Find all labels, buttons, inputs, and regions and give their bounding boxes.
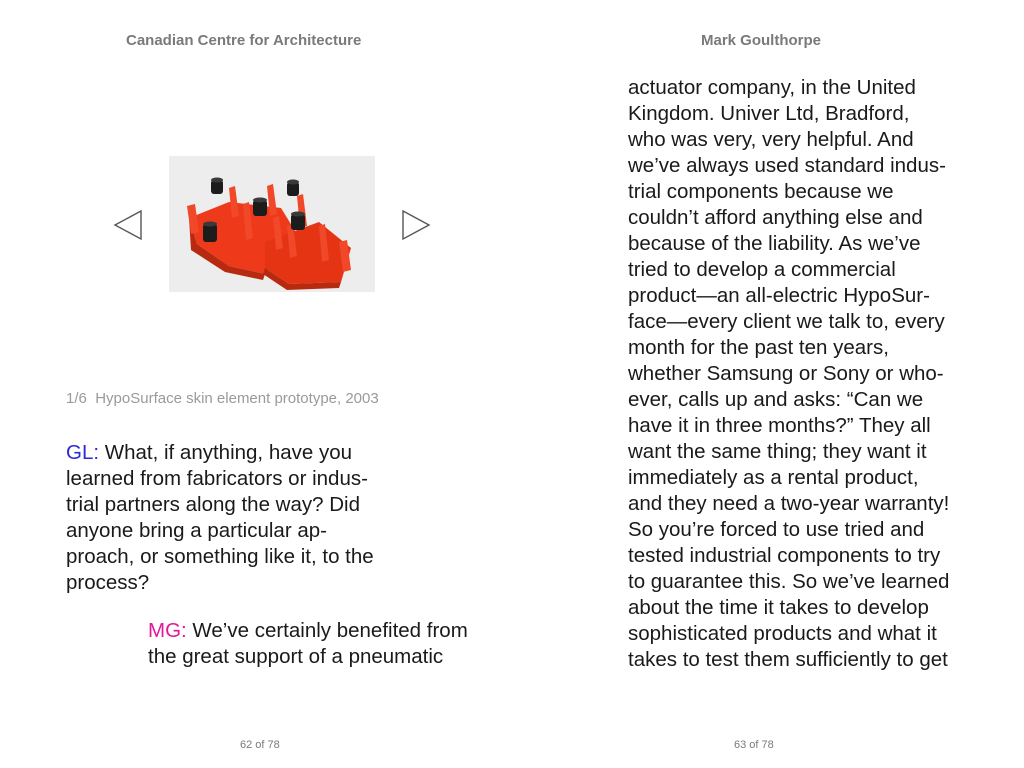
text-line: about the time it takes to develop <box>628 596 929 619</box>
text-line: and they need a two-year warranty! <box>628 492 950 515</box>
left-triangle-icon <box>110 207 146 243</box>
right-page <box>512 0 1024 768</box>
text-line: product—an all-electric HypoSur- <box>628 284 930 307</box>
caption-index: 1/6 <box>66 390 87 407</box>
answer-line: MG: We’ve certainly benefited from <box>148 619 468 642</box>
text-line: who was very, very helpful. And <box>628 128 914 151</box>
speaker-mg-label: MG: <box>148 619 187 642</box>
page-number-right: 63 of 78 <box>734 739 774 751</box>
page-number-left: 62 of 78 <box>240 739 280 751</box>
text-line: sophisticated products and what it <box>628 622 937 645</box>
question-line: learned from fabricators or indus- <box>66 467 368 490</box>
gallery-prev-button[interactable] <box>110 207 146 243</box>
gallery-next-button[interactable] <box>398 207 434 243</box>
caption-text: HypoSurface skin element prototype, 2003 <box>95 390 379 407</box>
hyposurface-prototype-image <box>169 156 375 292</box>
question-line: process? <box>66 571 150 594</box>
answer-paragraph <box>148 618 498 670</box>
question-paragraph <box>66 440 406 596</box>
gallery-image[interactable] <box>169 156 375 292</box>
text-line: tried to develop a commercial <box>628 258 896 281</box>
text-line: because of the liability. As we’ve <box>628 232 921 255</box>
text-line: immediately as a rental product, <box>628 466 919 489</box>
answer-line: the great support of a pneumatic <box>148 645 444 668</box>
question-line: anyone bring a particular ap- <box>66 519 327 542</box>
text-line: trial components because we <box>628 180 894 203</box>
text-line: actuator company, in the United <box>628 76 916 99</box>
speaker-gl-label: GL: <box>66 441 100 464</box>
running-head-left: Canadian Centre for Architecture <box>126 32 362 49</box>
text-line: So you’re forced to use tried and <box>628 518 925 541</box>
image-caption <box>66 390 379 407</box>
question-line: GL: What, if anything, have you <box>66 441 353 464</box>
text-line: to guarantee this. So we’ve learned <box>628 570 950 593</box>
text-line: takes to test them sufficiently to get <box>628 648 948 671</box>
text-line: want the same thing; they want it <box>628 440 927 463</box>
running-head-right: Mark Goulthorpe <box>701 32 822 49</box>
text-line: ever, calls up and asks: “Can we <box>628 388 924 411</box>
question-line: trial partners along the way? Did <box>66 493 360 516</box>
right-triangle-icon <box>398 207 434 243</box>
text-line: we’ve always used standard indus- <box>628 154 946 177</box>
text-line: face—every client we talk to, every <box>628 310 945 333</box>
answer-continuation <box>628 75 978 673</box>
text-line: whether Samsung or Sony or who- <box>628 362 944 385</box>
text-line: have it in three months?” They all <box>628 414 931 437</box>
text-line: month for the past ten years, <box>628 336 889 359</box>
text-line: tested industrial components to try <box>628 544 941 567</box>
question-line: proach, or something like it, to the <box>66 545 374 568</box>
text-line: couldn’t afford anything else and <box>628 206 923 229</box>
text-line: Kingdom. Univer Ltd, Bradford, <box>628 102 910 125</box>
